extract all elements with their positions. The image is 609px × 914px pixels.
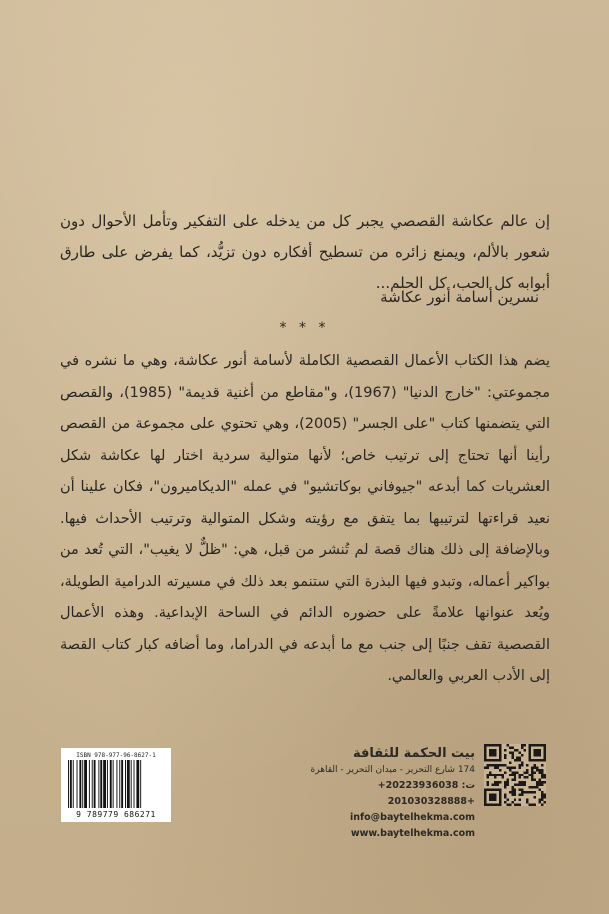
section-separator: * * * [279, 320, 330, 336]
publisher-phone: ت: 20223936038+ 201030328888+ [377, 780, 475, 807]
publisher-name: بيت الحكمة للثقافة [353, 746, 475, 761]
publisher-email: info@baytelhekma.com [349, 812, 475, 823]
isbn-label: ISBN 978-977-96-8627-1 [76, 752, 156, 759]
qr-code-icon [484, 744, 546, 806]
publisher-info [290, 745, 475, 842]
publisher-address: 174 شارع التحرير - ميدان التحرير - القاهرة [310, 765, 475, 775]
isbn-barcode [61, 748, 171, 822]
description-paragraph: يضم هذا الكتاب الأعمال القصصية الكاملة لأسامة أنور عكاشة، وهي ما نشره في مجموعتي: "خارج الدنيا" (1967)، و"مقاطع من أغنية قديمة" (1985)، والقصص التي يتضمنها كتاب "على الجسر" (2005)، وهي تحتوي على مجموعة من القصص رأينا أنها تحتاج إلى ترتيب خاص؛ لأنها متوالية سردية اختار لها عكاشة شكل العشريات كما أبدعه "جيوفاني بوكاتشيو" في عمله "الديكاميرون"، فكان علينا أن نعيد قراءتها لترتيبها بما يتفق مع رؤيته وشكل المتوالية وترتيب الأحداث فيها. وبالإضافة إلى ذلك هناك قصة لم تُنشر من قبل، هي: "ظلٌّ لا يغيب"، التي تُعد من بواكير أعماله، وتبدو فيها البذرة التي ستنمو بعد ذلك في مسيرته الدرامية الطويلة، ويُعد عنوانها علامةً على حضوره الدائم في الساحة الإبداعية. وهذه الأعمال القصصية تقف جنبًا إلى جنب مع ما أبدعه في الدراما، وما أضافه كبار كتاب القصة إلى الأدب العربي والعالمي. [60, 353, 551, 684]
quote-author: نسرين أسامة أنور عكاشة [380, 288, 539, 306]
barcode-bars-icon [67, 760, 165, 808]
isbn-digits: 9 789779 686271 [76, 810, 156, 819]
publisher-website: www.baytelhekma.com [350, 828, 475, 839]
quote-paragraph: إن عالم عكاشة القصصي يجبر كل من يدخله على التفكير وتأمل الأحوال دون شعور بالألم، ويمنع زائره من تسطيح أفكاره دون تزيُّد، كما يفرض على طارق أبوابه كل الحب، كل الحلم... [60, 212, 550, 292]
